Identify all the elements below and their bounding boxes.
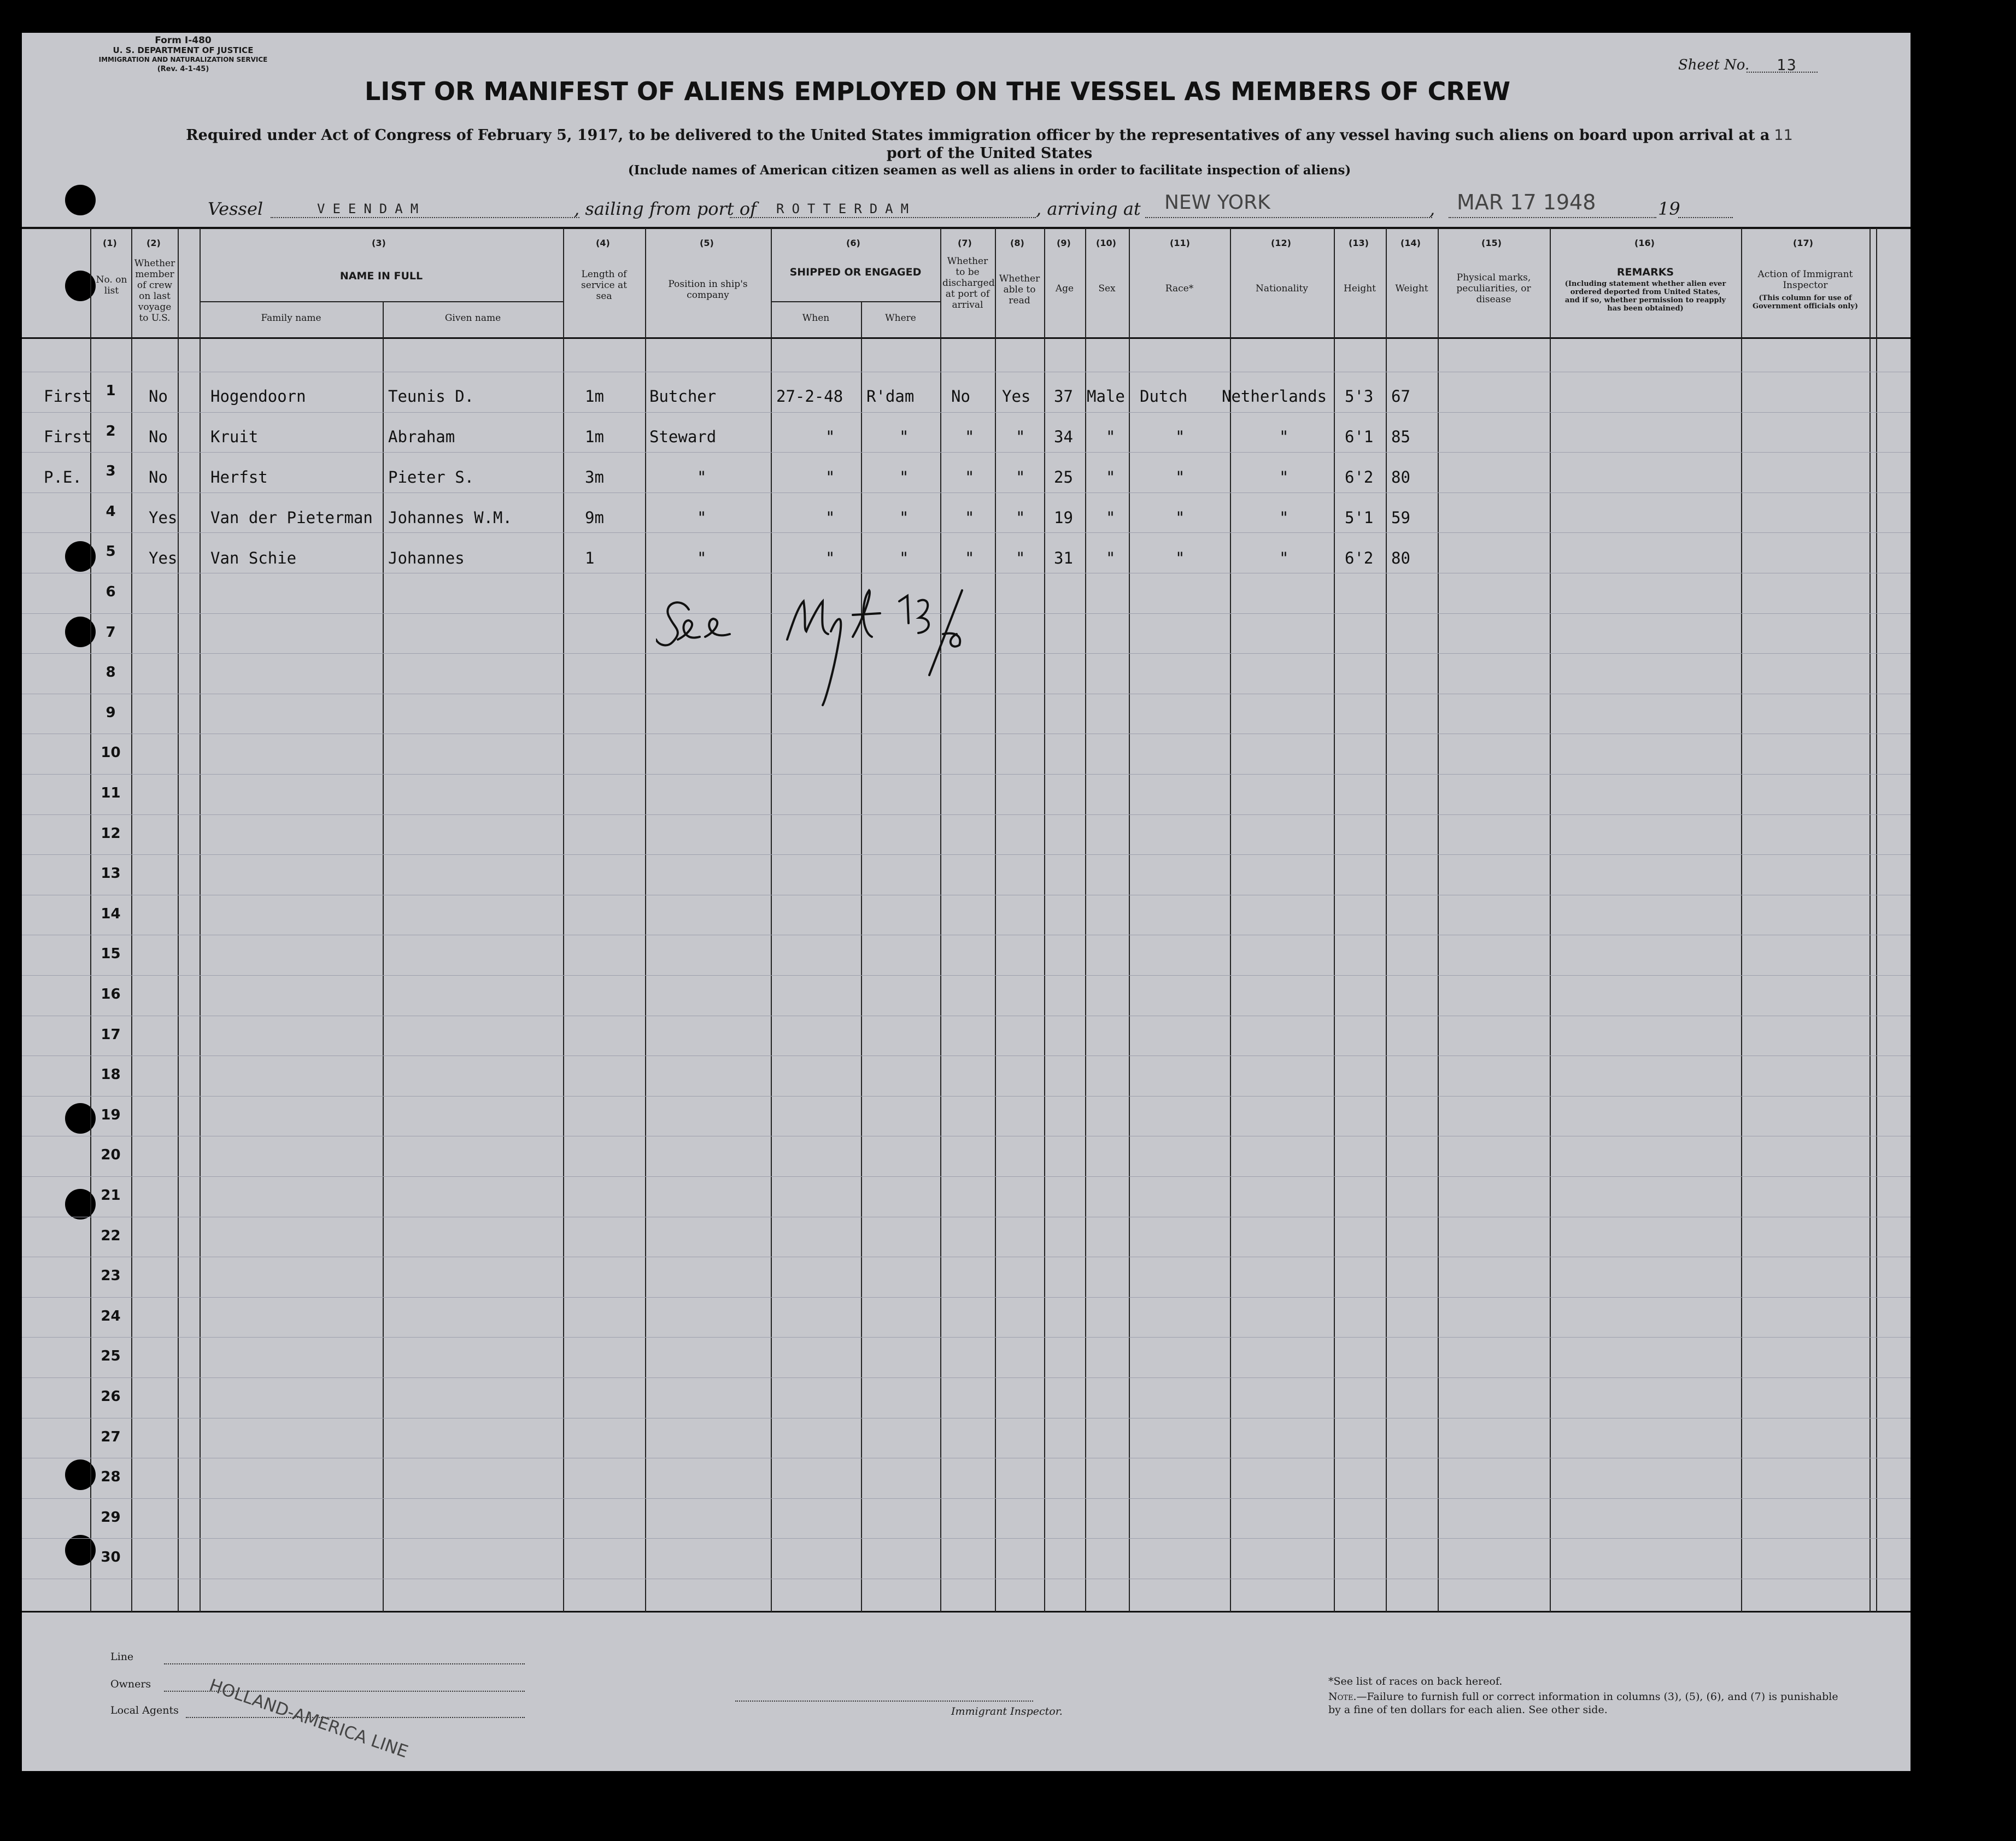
row-number: 4 bbox=[106, 503, 116, 520]
hdr-remarks-note: (Including statement whether alien ever ordered deported from United States, and if so, whether permission to reapply has been obtained) bbox=[1564, 280, 1726, 313]
last-voyage-cell: No bbox=[149, 468, 168, 486]
row-number: 5 bbox=[106, 543, 116, 560]
sailing-label: , sailing from port of bbox=[574, 198, 757, 219]
hdr-nationality: Nationality bbox=[1256, 283, 1308, 294]
vessel-label: Vessel bbox=[208, 198, 263, 219]
hdr-age: Age bbox=[1055, 283, 1074, 294]
able-to-read-cell: " bbox=[1016, 508, 1025, 527]
row-number: 16 bbox=[101, 986, 121, 1002]
form-number: Form I-480 bbox=[155, 35, 212, 46]
sex-cell: " bbox=[1106, 468, 1116, 486]
row-number: 3 bbox=[106, 463, 116, 479]
sheet-label: Sheet No. bbox=[1678, 57, 1750, 73]
shipped-where-cell: " bbox=[899, 549, 909, 567]
subtitle-act bbox=[115, 127, 1864, 144]
row-number: 8 bbox=[106, 664, 116, 681]
col-num-14: (14) bbox=[1400, 238, 1421, 248]
row-number: 19 bbox=[101, 1107, 121, 1123]
col-num-17: (17) bbox=[1793, 238, 1813, 248]
hdr-length-of-service: Length of service at sea bbox=[581, 269, 627, 302]
row-line bbox=[22, 975, 1910, 976]
race-cell: Dutch bbox=[1140, 387, 1188, 406]
subtitle-port: port of the United States bbox=[886, 145, 1093, 162]
weight-cell: 59 bbox=[1391, 508, 1410, 527]
row-number: 28 bbox=[101, 1469, 121, 1485]
col-rule bbox=[1550, 228, 1551, 1612]
last-voyage-cell: No bbox=[149, 427, 168, 446]
col-rule bbox=[1085, 228, 1086, 1612]
year-prefix: 19 bbox=[1658, 198, 1680, 219]
races-note: *See list of races on back hereof. bbox=[1328, 1675, 1503, 1687]
discharged-cell: " bbox=[965, 508, 975, 527]
discharged-cell: " bbox=[965, 468, 975, 486]
weight-cell: 67 bbox=[1391, 387, 1410, 406]
position-cell: " bbox=[697, 468, 707, 486]
name-subheader-rule bbox=[200, 301, 563, 302]
age-cell: 37 bbox=[1054, 387, 1073, 406]
row-number: 27 bbox=[101, 1429, 121, 1445]
table-top-rule bbox=[22, 227, 1910, 229]
shipped-where-cell: " bbox=[899, 427, 909, 446]
race-cell: " bbox=[1175, 549, 1185, 567]
sheet-number: 13 bbox=[1777, 56, 1797, 74]
col-rule bbox=[1044, 228, 1045, 1612]
row-number: 26 bbox=[101, 1388, 121, 1405]
row-number: 22 bbox=[101, 1228, 121, 1244]
arrival-port-stamp: NEW YORK bbox=[1164, 191, 1270, 214]
note-text: —Failure to furnish full or correct information in columns (3), (5), (6), and (7) is punishable by a fine of ten dollars for each alien. See other side. bbox=[1328, 1691, 1838, 1716]
given-name-cell: Johannes W.M. bbox=[388, 508, 512, 527]
col-rule bbox=[940, 228, 941, 1612]
col-rule bbox=[861, 301, 862, 1612]
row-number: 30 bbox=[101, 1549, 121, 1566]
given-name-cell: Teunis D. bbox=[388, 387, 474, 406]
col-num-2: (2) bbox=[146, 238, 161, 248]
last-voyage-cell: No bbox=[149, 387, 168, 406]
given-name-cell: Pieter S. bbox=[388, 468, 474, 486]
given-name-cell: Abraham bbox=[388, 427, 455, 446]
family-name-cell: Herfst bbox=[210, 468, 268, 486]
row-line bbox=[22, 1337, 1910, 1338]
port-rule bbox=[730, 216, 1036, 218]
race-cell: " bbox=[1175, 427, 1185, 446]
hdr-given-name: Given name bbox=[444, 313, 501, 324]
row-number: 1 bbox=[106, 383, 116, 399]
position-cell: " bbox=[697, 549, 707, 567]
shipped-when-cell: " bbox=[825, 427, 835, 446]
service-length-cell: 3m bbox=[585, 468, 604, 486]
hdr-action-note: (This column for use of Government officials only) bbox=[1752, 294, 1858, 310]
height-cell: 6'2 bbox=[1345, 468, 1374, 486]
able-to-read-cell: Yes bbox=[1002, 387, 1031, 406]
row-number: 29 bbox=[101, 1509, 121, 1526]
col-rule bbox=[1386, 228, 1387, 1612]
note-label: Note. bbox=[1328, 1691, 1357, 1703]
hdr-race: Race* bbox=[1165, 283, 1194, 294]
able-to-read-cell: " bbox=[1016, 549, 1025, 567]
position-cell: Steward bbox=[649, 427, 717, 446]
weight-cell: 80 bbox=[1391, 468, 1410, 486]
col-rule bbox=[200, 228, 201, 1612]
col-num-7: (7) bbox=[958, 238, 972, 248]
row-number: 25 bbox=[101, 1348, 121, 1364]
col-rule bbox=[563, 228, 564, 1612]
nationality-cell: Netherlands bbox=[1222, 387, 1327, 406]
comma: , bbox=[1429, 198, 1435, 219]
last-voyage-cell: Yes bbox=[149, 508, 178, 527]
col-rule bbox=[383, 301, 384, 1612]
discharged-cell: " bbox=[965, 549, 975, 567]
departure-port: ROTTERDAM bbox=[776, 201, 917, 216]
col-rule bbox=[1230, 228, 1231, 1612]
hdr-remarks: REMARKS bbox=[1616, 266, 1674, 278]
row-number: 13 bbox=[101, 865, 121, 882]
position-cell: Butcher bbox=[649, 387, 717, 406]
hdr-physical-marks: Physical marks, peculiarities, or disease bbox=[1456, 272, 1531, 305]
service-length-cell: 1m bbox=[585, 427, 604, 446]
nationality-cell: " bbox=[1279, 468, 1289, 486]
sex-cell: " bbox=[1106, 427, 1116, 446]
margin-note: P.E. bbox=[44, 468, 82, 486]
height-cell: 5'3 bbox=[1345, 387, 1374, 406]
col-rule bbox=[131, 228, 132, 1612]
subtitle-include: (Include names of American citizen seamen as well as aliens in order to facilitate inspection of aliens) bbox=[628, 163, 1351, 178]
row-number: 6 bbox=[106, 584, 116, 600]
shipped-where-cell: R'dam bbox=[866, 387, 915, 406]
nationality-cell: " bbox=[1279, 427, 1289, 446]
family-name-cell: Hogendoorn bbox=[210, 387, 306, 406]
shipped-subheader-rule bbox=[771, 301, 940, 302]
shipped-where-cell: " bbox=[899, 508, 909, 527]
nationality-cell: " bbox=[1279, 508, 1289, 527]
row-number: 11 bbox=[101, 785, 121, 801]
col-num-13: (13) bbox=[1349, 238, 1369, 248]
punch-hole bbox=[65, 185, 96, 215]
row-number: 24 bbox=[101, 1308, 121, 1324]
shipped-when-cell: " bbox=[825, 468, 835, 486]
hdr-position: Position in ship's company bbox=[668, 279, 748, 301]
sex-cell: " bbox=[1106, 549, 1116, 567]
row-line bbox=[22, 1176, 1910, 1177]
inspector-label: Immigrant Inspector. bbox=[951, 1705, 1063, 1717]
row-number: 7 bbox=[106, 624, 116, 641]
col-num-3: (3) bbox=[372, 238, 386, 248]
discharged-cell: " bbox=[965, 427, 975, 446]
handwritten-port-count: 11 bbox=[1774, 127, 1793, 144]
hdr-where: Where bbox=[885, 313, 916, 324]
family-name-cell: Van Schie bbox=[210, 549, 297, 567]
family-name-cell: Kruit bbox=[210, 427, 259, 446]
subtitle-act-text: Required under Act of Congress of February 5, 1917, to be delivered to the United States immigration officer by the representatives of any vessel having such aliens on board upon arrival at a bbox=[186, 127, 1770, 144]
arriving-label: , arriving at bbox=[1036, 198, 1141, 219]
vessel-name: VEENDAM bbox=[317, 201, 426, 216]
col-rule bbox=[1438, 228, 1439, 1612]
able-to-read-cell: " bbox=[1016, 427, 1025, 446]
hdr-able-to-read: Whether able to read bbox=[999, 273, 1040, 306]
col-num-1: (1) bbox=[103, 238, 117, 248]
age-cell: 34 bbox=[1054, 427, 1073, 446]
hdr-height: Height bbox=[1344, 283, 1376, 294]
row-line bbox=[22, 1498, 1910, 1499]
race-cell: " bbox=[1175, 508, 1185, 527]
footer-line-rule bbox=[164, 1663, 525, 1664]
race-cell: " bbox=[1175, 468, 1185, 486]
document-title: LIST OR MANIFEST OF ALIENS EMPLOYED ON THE VESSEL AS MEMBERS OF CREW bbox=[364, 77, 1510, 106]
row-line bbox=[22, 452, 1910, 453]
col-rule bbox=[645, 228, 646, 1612]
year-rule bbox=[1678, 216, 1733, 218]
hdr-name-in-full: NAME IN FULL bbox=[339, 270, 423, 282]
margin-note: First bbox=[44, 427, 92, 446]
vessel-rule bbox=[271, 216, 579, 218]
col-num-8: (8) bbox=[1010, 238, 1024, 248]
row-number: 17 bbox=[101, 1027, 121, 1043]
service-length-cell: 9m bbox=[585, 508, 604, 527]
col-num-5: (5) bbox=[700, 238, 714, 248]
service-length-cell: 1m bbox=[585, 387, 604, 406]
hdr-when: When bbox=[802, 313, 830, 324]
arriving-rule bbox=[1145, 216, 1432, 218]
discharged-cell: No bbox=[951, 387, 970, 406]
hdr-no-on-list: No. on list bbox=[96, 274, 127, 296]
col-num-15: (15) bbox=[1481, 238, 1502, 248]
col-num-10: (10) bbox=[1096, 238, 1116, 248]
footer-agents-label: Local Agents bbox=[110, 1704, 179, 1716]
row-line bbox=[22, 412, 1910, 413]
manifest-sheet bbox=[22, 33, 1910, 1771]
col-rule bbox=[1876, 228, 1877, 1612]
col-rule bbox=[995, 228, 996, 1612]
able-to-read-cell: " bbox=[1016, 468, 1025, 486]
hdr-shipped-engaged: SHIPPED OR ENGAGED bbox=[789, 266, 922, 278]
row-number: 18 bbox=[101, 1066, 121, 1083]
height-cell: 6'2 bbox=[1345, 549, 1374, 567]
col-num-12: (12) bbox=[1271, 238, 1291, 248]
date-rule bbox=[1449, 216, 1656, 218]
height-cell: 5'1 bbox=[1345, 508, 1374, 527]
row-line bbox=[22, 1377, 1910, 1378]
row-number: 21 bbox=[101, 1187, 121, 1204]
col-num-6: (6) bbox=[846, 238, 860, 248]
given-name-cell: Johannes bbox=[388, 549, 465, 567]
penalty-note bbox=[1328, 1690, 1842, 1716]
col-rule bbox=[1870, 228, 1871, 1612]
header-bottom-rule bbox=[22, 337, 1910, 339]
row-number: 10 bbox=[101, 744, 121, 761]
family-name-cell: Van der Pieterman bbox=[210, 508, 373, 527]
shipped-where-cell: " bbox=[899, 468, 909, 486]
age-cell: 19 bbox=[1054, 508, 1073, 527]
hdr-family-name: Family name bbox=[261, 313, 321, 324]
col-num-9: (9) bbox=[1057, 238, 1071, 248]
handwritten-note bbox=[656, 579, 1050, 743]
col-rule bbox=[1334, 228, 1335, 1612]
row-number: 9 bbox=[106, 705, 116, 721]
footer-agents-rule bbox=[186, 1716, 525, 1718]
margin-note: First bbox=[44, 387, 92, 406]
sex-cell: " bbox=[1106, 508, 1116, 527]
col-num-11: (11) bbox=[1170, 238, 1190, 248]
service-length-cell: 1 bbox=[585, 549, 595, 567]
weight-cell: 85 bbox=[1391, 427, 1410, 446]
line-stamp: HOLLAND-AMERICA LINE bbox=[207, 1675, 411, 1762]
form-service: IMMIGRATION AND NATURALIZATION SERVICE bbox=[98, 56, 268, 63]
col-rule bbox=[771, 228, 772, 1612]
footer-owners-label: Owners bbox=[110, 1678, 151, 1690]
hdr-weight: Weight bbox=[1395, 283, 1428, 294]
col-num-16: (16) bbox=[1634, 238, 1655, 248]
col-rule bbox=[1129, 228, 1130, 1612]
age-cell: 25 bbox=[1054, 468, 1073, 486]
row-number: 14 bbox=[101, 906, 121, 922]
row-line bbox=[22, 1538, 1910, 1539]
hdr-discharged: Whether to be discharged at port of arrival bbox=[942, 256, 995, 310]
inspector-signature-rule bbox=[735, 1700, 1033, 1702]
row-number: 2 bbox=[106, 423, 116, 439]
row-line bbox=[22, 1096, 1910, 1097]
height-cell: 6'1 bbox=[1345, 427, 1374, 446]
col-rule bbox=[1741, 228, 1742, 1612]
hdr-sex: Sex bbox=[1098, 283, 1116, 294]
col-num-4: (4) bbox=[596, 238, 610, 248]
weight-cell: 80 bbox=[1391, 549, 1410, 567]
form-department: U. S. DEPARTMENT OF JUSTICE bbox=[113, 45, 254, 55]
shipped-when-cell: " bbox=[825, 549, 835, 567]
row-number: 12 bbox=[101, 825, 121, 842]
row-line bbox=[22, 854, 1910, 855]
shipped-when-cell: " bbox=[825, 508, 835, 527]
sex-cell: Male bbox=[1087, 387, 1125, 406]
hdr-action: Action of Immigrant Inspector bbox=[1757, 269, 1853, 291]
row-line bbox=[22, 532, 1910, 533]
table-bottom-rule bbox=[22, 1611, 1910, 1613]
row-number: 23 bbox=[101, 1268, 121, 1284]
shipped-when-cell: 27-2-48 bbox=[776, 387, 843, 406]
row-number: 20 bbox=[101, 1147, 121, 1163]
form-revision: (Rev. 4-1-45) bbox=[157, 65, 209, 73]
row-line bbox=[22, 1297, 1910, 1298]
row-line bbox=[22, 774, 1910, 775]
footer-line-label: Line bbox=[110, 1651, 134, 1663]
row-number: 15 bbox=[101, 946, 121, 962]
age-cell: 31 bbox=[1054, 549, 1073, 567]
hdr-last-voyage: Whether member of crew on last voyage to U.S. bbox=[134, 258, 175, 324]
row-line bbox=[22, 814, 1910, 815]
col-rule bbox=[178, 228, 179, 1612]
arrival-date-stamp: MAR 17 1948 bbox=[1457, 190, 1596, 214]
last-voyage-cell: Yes bbox=[149, 549, 178, 567]
position-cell: " bbox=[697, 508, 707, 527]
nationality-cell: " bbox=[1279, 549, 1289, 567]
